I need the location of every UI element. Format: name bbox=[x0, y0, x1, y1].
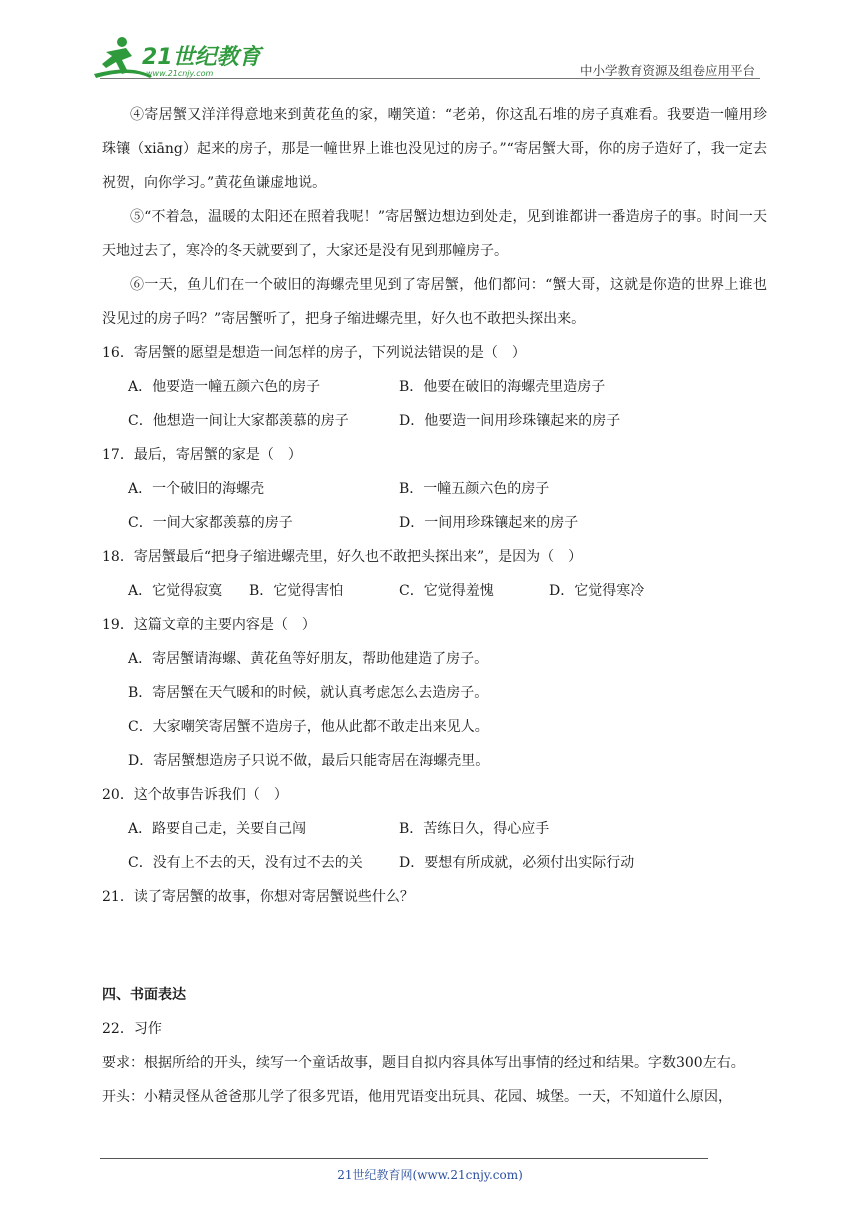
q19-option-a[interactable]: A．寄居蟹请海螺、黄花鱼等好朋友，帮助他建造了房子。 bbox=[128, 651, 489, 667]
question-21: 21．读了寄居蟹的故事，你想对寄居蟹说些什么？ bbox=[102, 889, 414, 905]
platform-name: 中小学教育资源及组卷应用平台 bbox=[579, 63, 755, 78]
question-22: 22．习作 bbox=[102, 1021, 162, 1037]
q16-options-row-2 bbox=[102, 404, 767, 438]
passage-paragraph-6: ⑥一天，鱼儿们在一个破旧的海螺壳里见到了寄居蟹，他们都问：“蟹大哥，这就是你造的世界上谁也没见过的房子吗？”寄居蟹听了，把身子缩进螺壳里，好久也不敢把头探出来。 bbox=[102, 277, 767, 327]
q19-option-d[interactable]: D．寄居蟹想造房子只说不做，最后只能寄居在海螺壳里。 bbox=[128, 753, 490, 769]
question-20: 20．这个故事告诉我们（ ） bbox=[102, 787, 288, 803]
page-content bbox=[102, 98, 767, 1114]
q17-options-row-2 bbox=[102, 506, 767, 540]
q17-option-b[interactable]: B．一幢五颜六色的房子 bbox=[399, 481, 550, 497]
q19-option-b[interactable]: B．寄居蟹在天气暖和的时候，就认真考虑怎么去造房子。 bbox=[128, 685, 489, 701]
question-18: 18．寄居蟹最后“把身子缩进螺壳里，好久也不敢把头探出来”，是因为（ ） bbox=[102, 549, 583, 565]
q16-option-d[interactable]: D．他要造一间用珍珠镶起来的房子 bbox=[399, 413, 621, 429]
footer-divider bbox=[100, 1158, 708, 1159]
page-footer: 21世纪教育网(www.21cnjy.com) bbox=[337, 1168, 523, 1182]
passage-paragraph-5: ⑤“不着急，温暖的太阳还在照着我呢！”寄居蟹边想边到处走，见到谁都讲一番造房子的事。时间一天天地过去了，寒冷的冬天就要到了，大家还是没有见到那幢房子。 bbox=[102, 209, 767, 259]
q17-option-c[interactable]: C．一间大家都羡慕的房子 bbox=[128, 515, 293, 531]
q18-option-a[interactable]: A．它觉得寂寞 bbox=[128, 583, 223, 599]
q17-option-d[interactable]: D．一间用珍珠镶起来的房子 bbox=[399, 515, 579, 531]
question-16: 16．寄居蟹的愿望是想造一间怎样的房子，下列说法错误的是（ ） bbox=[102, 345, 526, 361]
q16-option-c[interactable]: C．他想造一间让大家都羡慕的房子 bbox=[128, 413, 349, 429]
question-19: 19．这篇文章的主要内容是（ ） bbox=[102, 617, 316, 633]
q20-options-row-2 bbox=[102, 846, 767, 880]
q17-options-row-1 bbox=[102, 472, 767, 506]
page-header bbox=[0, 0, 860, 90]
q18-option-b[interactable]: B．它觉得害怕 bbox=[249, 583, 344, 599]
q20-option-d[interactable]: D．要想有所成就，必须付出实际行动 bbox=[399, 855, 635, 871]
q20-option-a[interactable]: A．路要自己走，关要自己闯 bbox=[128, 821, 307, 837]
header-divider bbox=[100, 78, 760, 79]
q18-option-c[interactable]: C．它觉得羞愧 bbox=[399, 583, 494, 599]
logo-icon bbox=[92, 34, 272, 80]
q16-option-b[interactable]: B．他要在破旧的海螺壳里造房子 bbox=[399, 379, 606, 395]
question-17: 17．最后，寄居蟹的家是（ ） bbox=[102, 447, 302, 463]
q19-option-c[interactable]: C．大家嘲笑寄居蟹不造房子，他从此都不敢走出来见人。 bbox=[128, 719, 489, 735]
q20-option-b[interactable]: B．苦练日久，得心应手 bbox=[399, 821, 550, 837]
writing-requirement: 要求：根据所给的开头，续写一个童话故事，题目自拟内容具体写出事情的经过和结果。字数300左右。 bbox=[102, 1055, 745, 1071]
writing-opening: 开头：小精灵怪从爸爸那儿学了很多咒语，他用咒语变出玩具、花园、城堡。一天，不知道什么原因， bbox=[102, 1089, 732, 1105]
svg-text:21世纪教育: 21世纪教育 bbox=[142, 45, 261, 70]
q16-options-row-1 bbox=[102, 370, 767, 404]
section-4-title: 四、书面表达 bbox=[102, 987, 186, 1003]
q18-options-row bbox=[102, 574, 767, 608]
q20-options-row-1 bbox=[102, 812, 767, 846]
passage-paragraph-4: ④寄居蟹又洋洋得意地来到黄花鱼的家，嘲笑道：“老弟，你这乱石堆的房子真难看。我要造一幢用珍珠镶（xiāng）起来的房子，那是一幢世界上谁也没见过的房子。”“寄居蟹大哥，你的房子造好了，我一定去祝贺，向你学习。”黄花鱼谦虚地说。 bbox=[102, 107, 767, 191]
q20-option-c[interactable]: C．没有上不去的天，没有过不去的关 bbox=[128, 855, 363, 871]
q16-option-a[interactable]: A．他要造一幢五颜六色的房子 bbox=[128, 379, 321, 395]
svg-text:www.21cnjy.com: www.21cnjy.com bbox=[146, 69, 214, 78]
q17-option-a[interactable]: A．一个破旧的海螺壳 bbox=[128, 481, 265, 497]
q18-option-d[interactable]: D．它觉得寒冷 bbox=[549, 583, 645, 599]
